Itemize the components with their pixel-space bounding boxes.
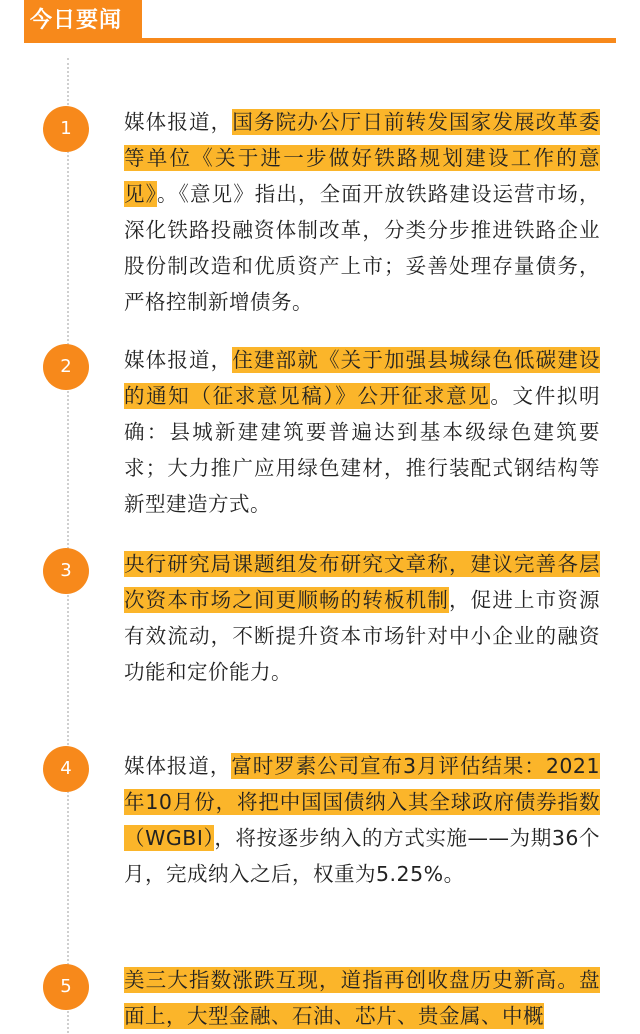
news-item-body: ，将按逐步纳入的方式实施——为期36个月，完成纳入之后，权重为5.25%。 — [124, 826, 601, 886]
news-item-highlight: 富时罗素公司宣布3月评估结果：2021年10月份，将把中国国债纳入其全球政府债券指数（WGBI） — [124, 754, 601, 850]
news-item-highlight: 美三大指数涨跌互现，道指再创收盘历史新高。盘面上，大型金融、石油、芯片、贵金属、中概 — [124, 968, 600, 1028]
news-item-number-badge: 5 — [43, 964, 89, 1010]
timeline-dotted-line — [67, 58, 69, 1033]
section-header-tab — [24, 0, 142, 42]
section-title: 今日要闻 — [30, 8, 123, 33]
news-item-number-badge: 1 — [43, 106, 89, 152]
news-item-body: ，促进上市资源有效流动，不断提升资本市场针对中小企业的融资功能和定价能力。 — [124, 588, 600, 684]
news-item-body: 。文件拟明确：县城新建建筑要普遍达到基本级绿色建筑要求；大力推广应用绿色建材，推行装配式钢结构等新型建造方式。 — [124, 384, 601, 516]
news-item-text — [124, 748, 600, 892]
news-item-body: 。《意见》指出，全面开放铁路建设运营市场，深化铁路投融资体制改革，分类分步推进铁路企业股份制改造和优质资产上市；妥善处理存量债务，严格控制新增债务。 — [124, 182, 601, 314]
news-item-highlight: 国务院办公厅日前转发国家发展改革委等单位《关于进一步做好铁路规划建设工作的意见》 — [124, 110, 601, 206]
section-header — [24, 0, 616, 46]
news-item-prefix: 媒体报道， — [124, 754, 232, 778]
news-item-prefix: 媒体报道， — [124, 110, 233, 134]
news-item-prefix: 媒体报道， — [124, 348, 233, 372]
section-header-underline — [24, 38, 616, 43]
news-item-highlight: 住建部就《关于加强县城绿色低碳建设的通知（征求意见稿）》公开征求意见 — [124, 348, 601, 408]
news-item-text — [124, 546, 600, 690]
news-item-number-badge: 4 — [43, 746, 89, 792]
news-item-highlight: 央行研究局课题组发布研究文章称，建议完善各层次资本市场之间更顺畅的转板机制 — [124, 552, 600, 612]
news-item-text — [124, 104, 600, 320]
news-item-text — [124, 342, 600, 522]
news-item-text — [124, 962, 600, 1034]
news-item-number-badge: 2 — [43, 344, 89, 390]
news-item-number-badge: 3 — [43, 548, 89, 594]
